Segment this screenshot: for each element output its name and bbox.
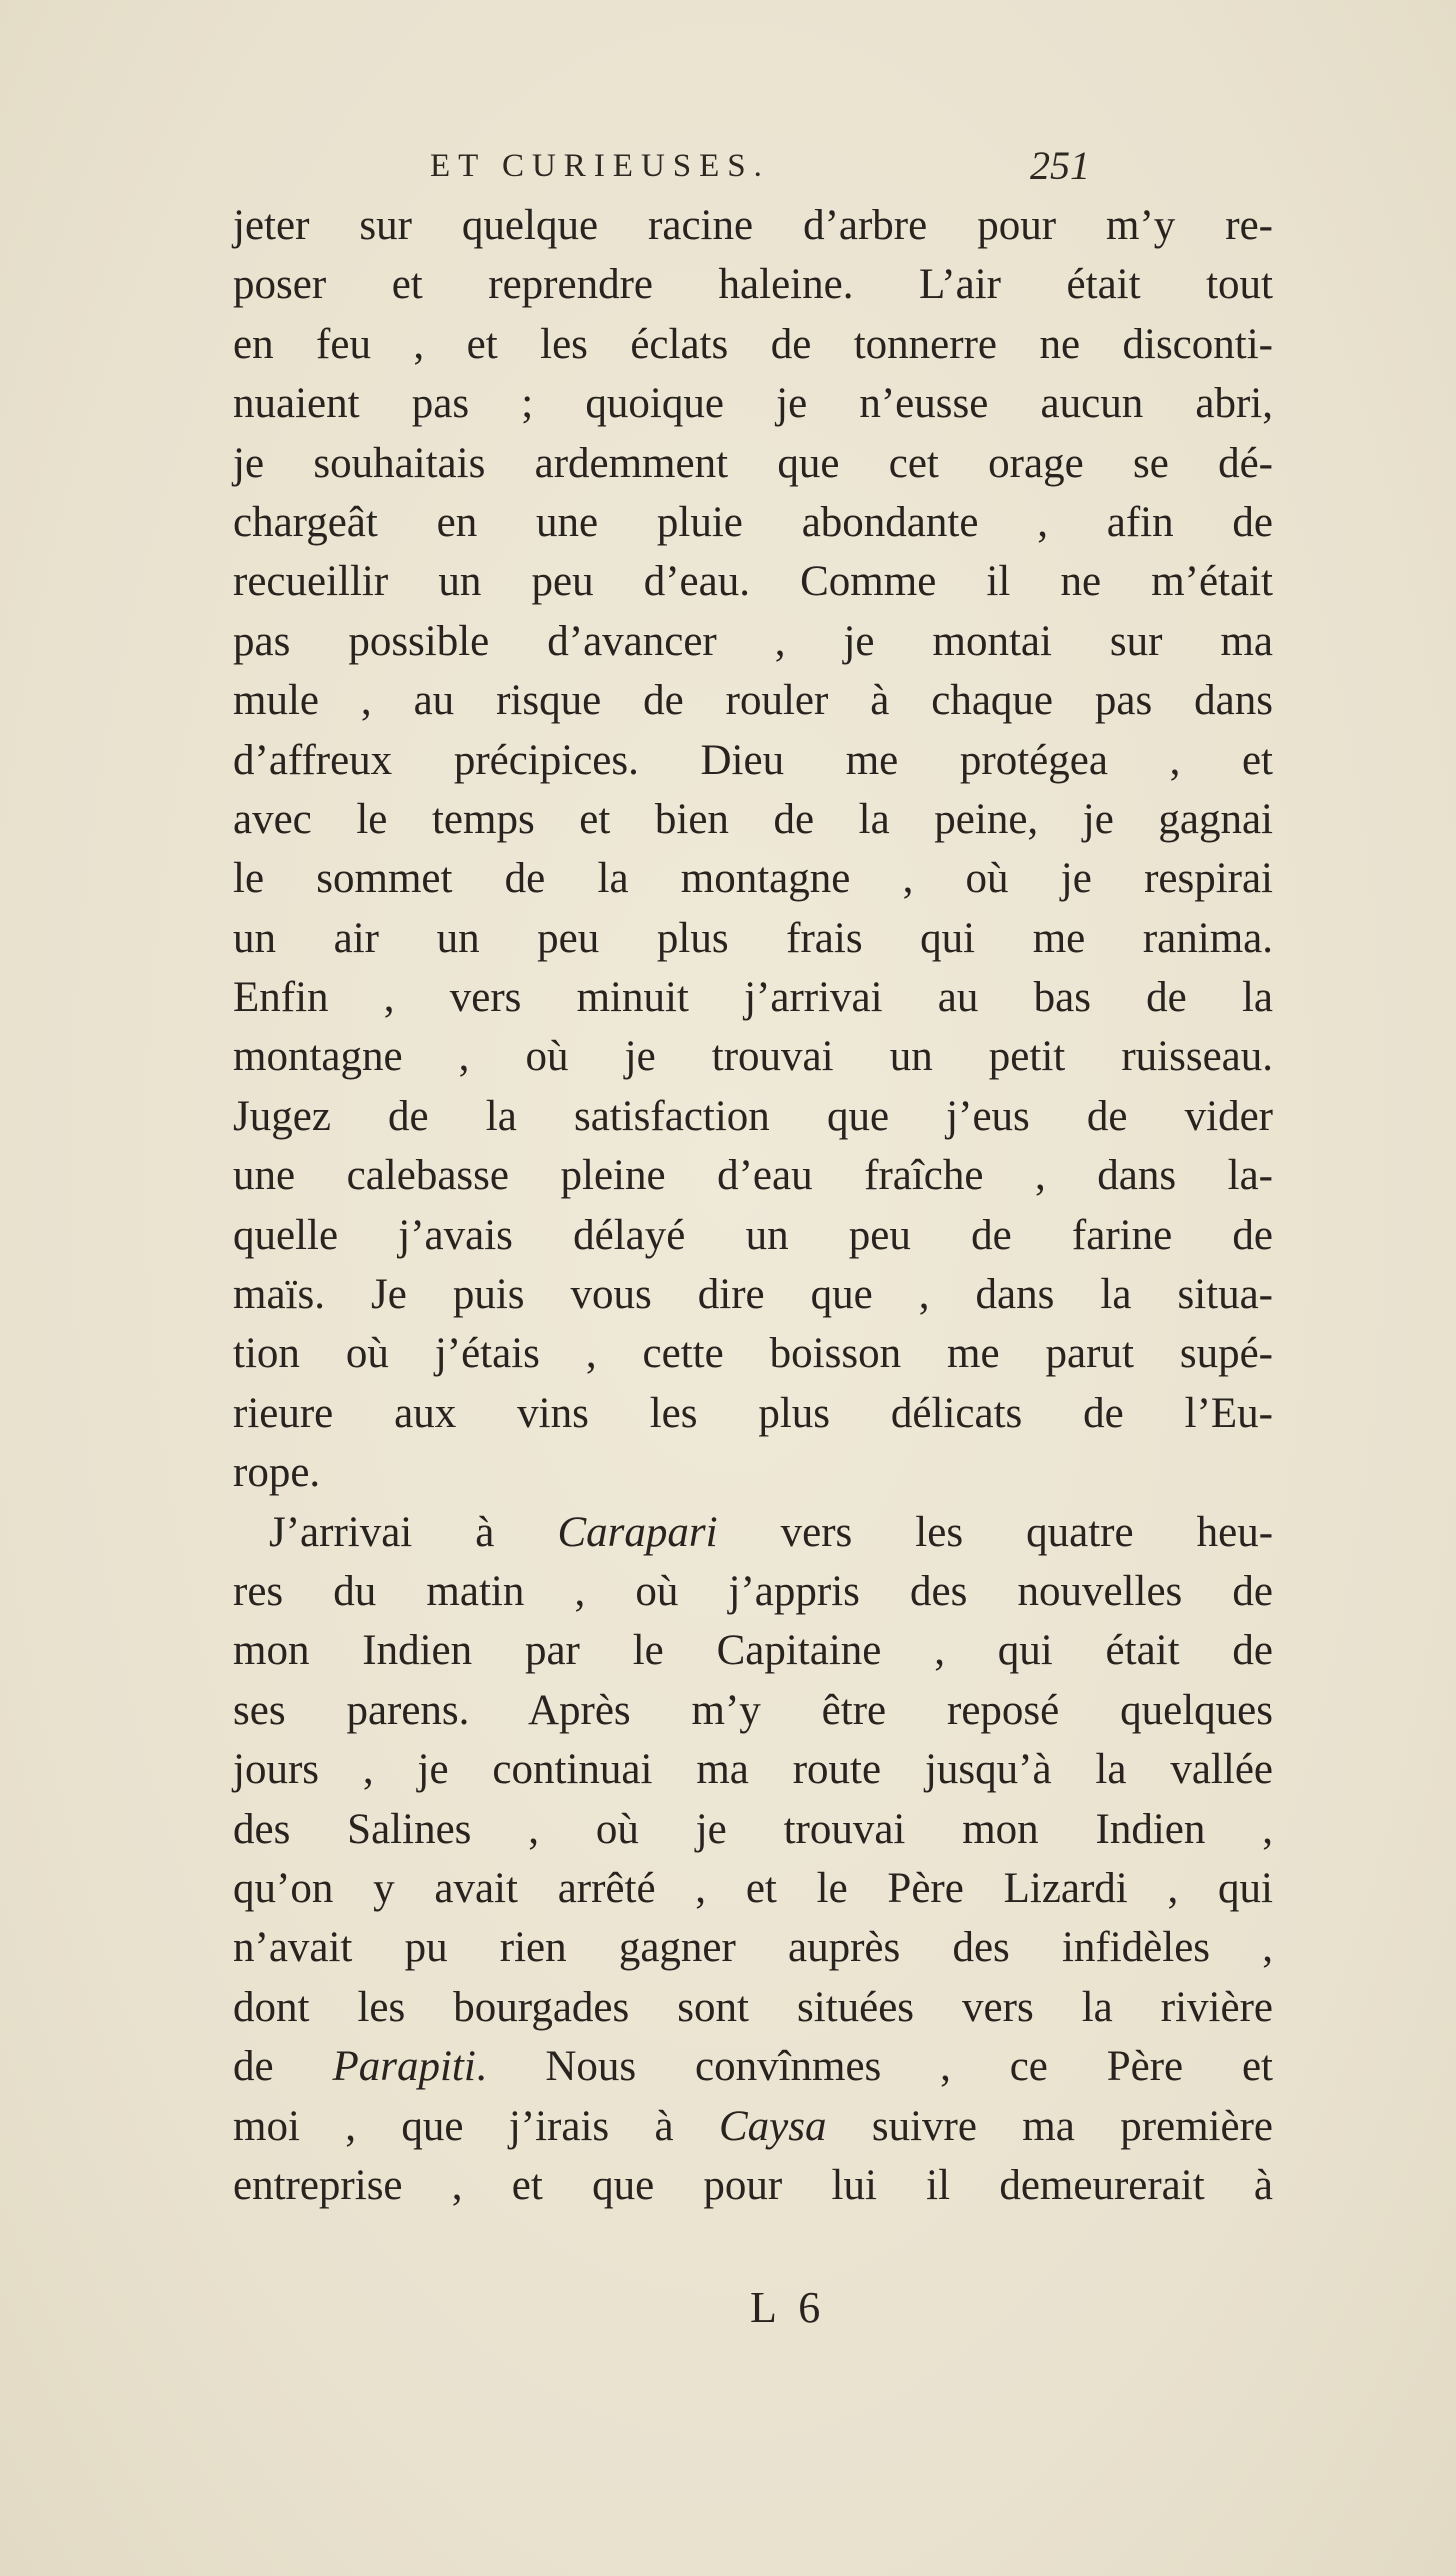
text-line [233,909,1273,968]
text-line [233,196,1273,255]
text-line [233,1978,1273,2037]
place-name: Carapari [557,1508,718,1556]
text-line [233,374,1273,433]
text-segment: une calebasse pleine d’eau fraîche , dans la- [233,1152,1273,1200]
text-line [233,1621,1273,1680]
text-segment: pas possible d’avancer , je montai sur ma [233,617,1273,665]
text-segment: montagne , où je trouvai un petit ruisseau. [233,1033,1273,1081]
text-line [233,968,1273,1027]
text-segment: jeter sur quelque racine d’arbre pour m’y re- [233,202,1273,249]
text-line [233,1027,1273,1086]
text-line [233,1443,1273,1502]
text-segment: un air un peu plus frais qui me ranima. [233,914,1273,962]
text-segment: rieure aux vins les plus délicats de l’Eu- [233,1389,1273,1437]
text-line [233,2097,1273,2156]
text-segment: recueillir un peu d’eau. Comme il ne m’était [233,558,1273,606]
text-line [233,790,1273,849]
text-line [233,731,1273,790]
text-line [233,2156,1273,2215]
text-line [233,1800,1273,1859]
text-segment: dont les bourgades sont situées vers la rivière [233,1983,1273,2031]
text-segment: de [233,2043,333,2091]
text-segment: J’arrivai à [269,1508,558,1556]
text-line [233,552,1273,611]
text-line [233,1206,1273,1265]
text-line [233,1562,1273,1621]
text-line [233,1265,1273,1324]
text-line [233,1681,1273,1740]
place-name: Caysa [718,2102,827,2150]
text-segment: moi , que j’irais à [233,2102,719,2150]
text-segment: tion où j’étais , cette boisson me parut supé- [233,1330,1273,1378]
text-line [233,493,1273,552]
text-line [233,1146,1273,1205]
text-line [233,671,1273,730]
text-segment: mule , au risque de rouler à chaque pas dans [233,677,1273,725]
text-segment: suivre ma première [826,2102,1273,2150]
text-line [233,1087,1273,1146]
text-line [233,1740,1273,1799]
text-line [233,1324,1273,1383]
body-text [233,196,1273,2215]
text-segment: poser et reprendre haleine. L’air était tout [233,261,1273,309]
text-line [233,434,1273,493]
text-segment: mon Indien par le Capitaine , qui était de [233,1627,1273,1675]
text-line [233,1918,1273,1977]
text-line [233,612,1273,671]
text-segment: je souhaitais ardemment que cet orage se dé- [233,439,1273,487]
page-number: 251 [1030,143,1090,188]
text-segment: le sommet de la montagne , où je respirai [233,855,1273,903]
text-segment: jours , je continuai ma route jusqu’à la vallée [233,1746,1273,1794]
text-line [233,315,1273,374]
text-line [233,1384,1273,1443]
running-head: ET CURIEUSES. [430,148,770,184]
text-line [233,849,1273,908]
text-line [233,255,1273,314]
text-segment: rope. [233,1449,321,1497]
text-segment: quelle j’avais délayé un peu de farine de [233,1211,1273,1259]
text-segment: n’avait pu rien gagner auprès des infidèles , [233,1924,1273,1972]
text-segment: chargeât en une pluie abondante , afin de [233,498,1273,546]
text-segment: Jugez de la satisfaction que j’eus de vider [233,1092,1273,1140]
place-name: Parapiti [332,2043,476,2091]
text-segment: maïs. Je puis vous dire que , dans la situa- [233,1271,1273,1319]
text-segment: d’affreux précipices. Dieu me protégea , et [233,736,1273,784]
text-segment: Enfin , vers minuit j’arrivai au bas de la [233,974,1273,1022]
text-segment: avec le temps et bien de la peine, je gagnai [233,795,1273,843]
text-segment: res du matin , où j’appris des nouvelles de [233,1567,1273,1615]
text-segment: nuaient pas ; quoique je n’eusse aucun abri, [233,380,1273,428]
text-segment: ses parens. Après m’y être reposé quelques [233,1686,1273,1734]
text-segment: des Salines , où je trouvai mon Indien , [233,1805,1273,1853]
text-line [233,1503,1273,1562]
text-segment: vers les quatre heu- [717,1508,1274,1556]
text-line [233,1859,1273,1918]
text-line [233,2037,1273,2096]
text-segment: qu’on y avait arrêté , et le Père Lizardi , qui [233,1864,1273,1912]
text-segment: entreprise , et que pour lui il demeurerait à [233,2161,1273,2209]
text-segment: . Nous convînmes , ce Père et [475,2043,1273,2091]
signature-mark: L 6 [750,2283,827,2332]
text-segment: en feu , et les éclats de tonnerre ne disconti- [233,320,1273,368]
